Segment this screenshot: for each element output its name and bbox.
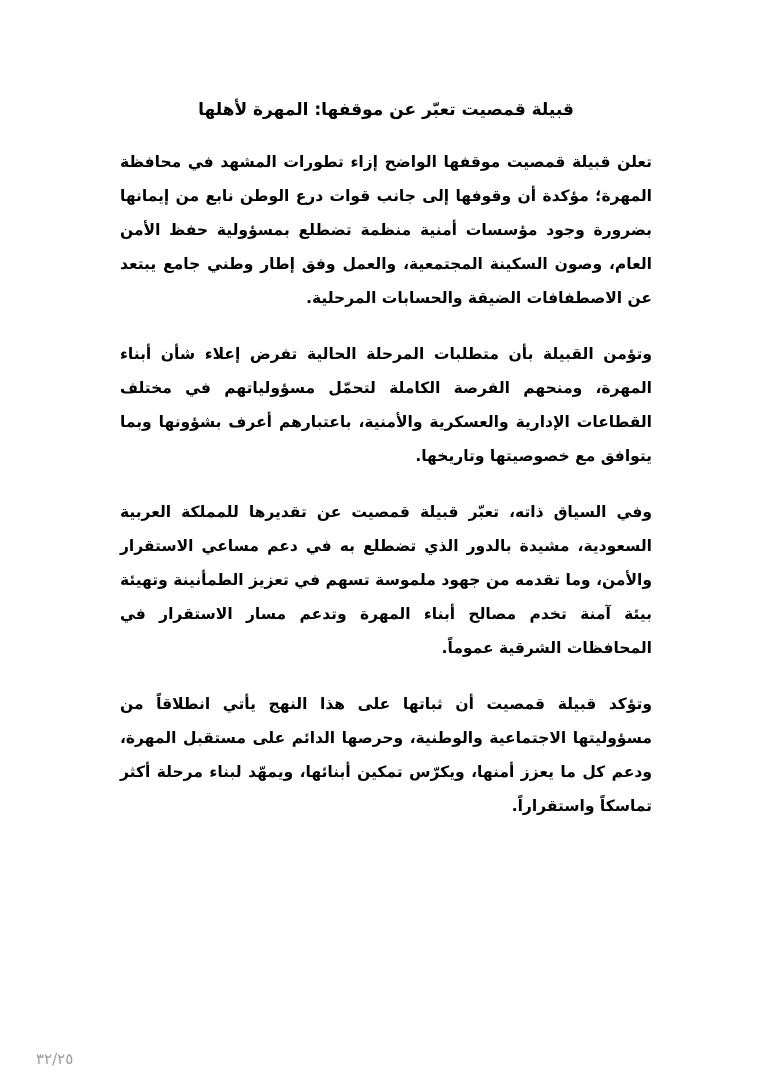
- paragraph-2: وتؤمن القبيلة بأن متطلبات المرحلة الحالية تفرض إعلاء شأن أبناء المهرة، ومنحهم الفرصة الكاملة لتحمّل مسؤولياتهم في مختلف القطاعات الإدارية والعسكرية والأمنية، باعتبارهم أعرف بشؤونها وبما يتوافق مع خصوصيتها وتاريخها.: [120, 345, 652, 465]
- paragraph-3: وفي السياق ذاته، تعبّر قبيلة قمصيت عن تقديرها للمملكة العربية السعودية، مشيدة بالدور الذي تضطلع به في دعم مساعي الاستقرار والأمن، وما تقدمه من جهود ملموسة تسهم في تعزيز الطمأنينة وتهيئة بيئة آمنة تخدم مصالح أبناء المهرة وتدعم مسار الاستقرار في المحافظات الشرقية عموماً.: [120, 503, 652, 657]
- statement-title: قبيلة قمصيت تعبّر عن موقفها: المهرة لأهلها: [198, 100, 574, 120]
- statement-body: [120, 96, 652, 845]
- paragraph-1: تعلن قبيلة قمصيت موقفها الواضح إزاء تطورات المشهد في محافظة المهرة؛ مؤكدة أن وقوفها إلى جانب قوات درع الوطن نابع من إيمانها بضرورة وجود مؤسسات أمنية منظمة تضطلع بمسؤولية حفظ الأمن العام، وصون السكينة المجتمعية، والعمل وفق إطار وطني جامع يبتعد عن الاصطفافات الضيقة والحسابات المرحلية.: [120, 153, 652, 307]
- page-number: ٣٢/٢٥: [36, 1050, 74, 1068]
- paragraph-4: وتؤكد قبيلة قمصيت أن ثباتها على هذا النهج يأتي انطلاقاً من مسؤوليتها الاجتماعية والوطنية، وحرصها الدائم على مستقبل المهرة، ودعم كل ما يعزز أمنها، ويكرّس تمكين أبنائها، ويمهّد لبناء مرحلة أكثر تماسكاً واستقراراً.: [120, 695, 652, 815]
